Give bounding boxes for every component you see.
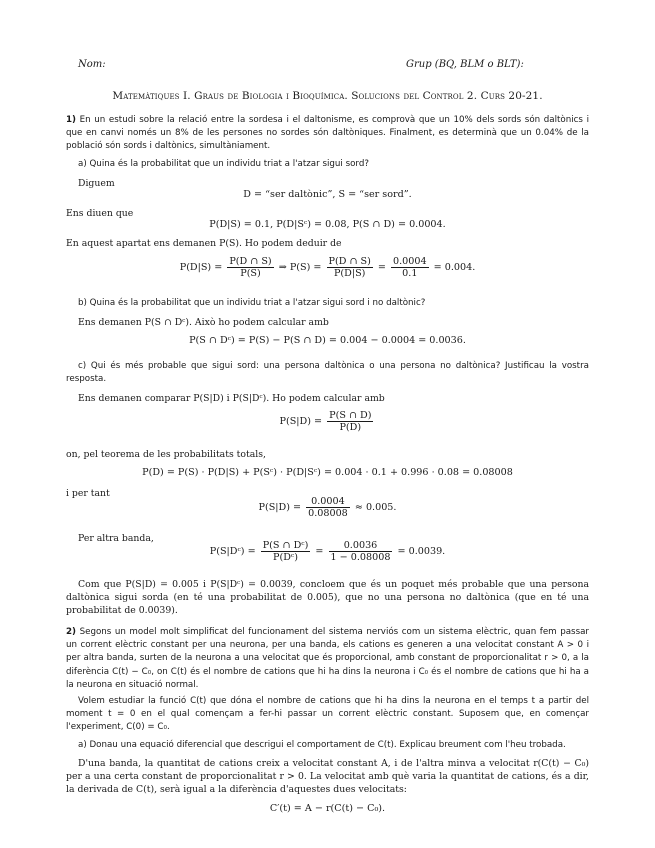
problem2-text: Segons un model molt simplificat del funcionament del sistema nerviós com un sistema elèctric, quan fem passar un corrent elèctric constant per una neurona, per una banda, els cations es generen a una velocitat constant A > 0 i per altra banda, surten de la neurona a una velocitat que és proporcional, amb constant de proporcionalitat r > 0, a la diferència C(t) − C₀, on C(t) és el nombre de cations que hi ha dins la neurona i C₀ és el nombre de cations que hi ha a la neurona en situació normal. — [66, 627, 589, 690]
eq-equals: = — [315, 546, 324, 557]
problem1-per-tant: i per tant — [66, 488, 110, 499]
problem1-part-c-question: c) Qui és més probable que sigui sord: una persona daltònica o una persona no daltònica? Justificau la vostra resposta. — [66, 361, 589, 385]
problem1-part-c-eq1 — [0, 410, 655, 433]
fraction — [327, 410, 373, 433]
eq-rhs: ≈ 0.005. — [354, 502, 397, 513]
problem2-statement2: Volem estudiar la funció C(t) que dóna el nombre de cations que hi ha dins la neurona en el temps t a partir del moment t = 0 en el qual començam a fer-hi passar un corrent elèctric constant. Suposem que, en començar l'experiment, C(0) = C₀. — [66, 696, 589, 733]
problem1-ens-diuen: Ens diuen que — [66, 208, 134, 219]
eq-lhs: P(S|D) = — [279, 416, 323, 427]
problem1-part-a-question: a) Quina és la probabilitat que un individu triat a l'atzar sigui sord? — [78, 159, 369, 169]
fraction — [329, 540, 393, 563]
numerator: 0.0036 — [329, 540, 393, 552]
problem1-part-a-ask: En aquest apartat ens demanen P(S). Ho podem deduir de — [66, 238, 342, 249]
denominator: 0.1 — [402, 268, 418, 279]
numerator: 0.0004 — [306, 496, 350, 508]
problem2-statement — [66, 626, 589, 692]
problem1-part-c-eq2: P(D) = P(S) · P(D|S) + P(Sᶜ) · P(D|Sᶜ) = 0.004 · 0.1 + 0.996 · 0.08 = 0.08008 — [142, 467, 513, 478]
eq-mid: ⇒ P(S) = — [278, 262, 322, 273]
eq-equals: = — [377, 262, 386, 273]
problem1-part-a-diguem: Diguem — [78, 178, 115, 189]
problem1-part-b-ask: Ens demanen P(S ∩ Dᶜ). Això ho podem calcular amb — [78, 317, 329, 328]
problem1-part-b-equation: P(S ∩ Dᶜ) = P(S) − P(S ∩ D) = 0.004 − 0.0004 = 0.0036. — [189, 335, 466, 346]
problem2-part-a-question: a) Donau una equació diferencial que descrigui el comportament de C(t). Explicau breument com l'heu trobada. — [78, 740, 566, 750]
fraction — [227, 256, 273, 279]
denominator: P(D|S) — [333, 268, 366, 279]
problem1-text: En un estudi sobre la relació entre la sordesa i el daltonisme, es comprovà que un 10% dels sords són daltònics i que en canvi només un 8% de les persones no sordes són daltòniques. Finalment, es determinà que un 0.04% de la població són sords i daltònics, simultàniament. — [66, 115, 589, 152]
denominator: P(Dᶜ) — [273, 552, 298, 563]
denominator: P(D) — [339, 422, 362, 433]
problem1-part-a-equation — [0, 256, 655, 279]
eq-lhs: P(S|Dᶜ) = — [209, 546, 256, 557]
eq-result: = 0.004. — [433, 262, 476, 273]
numerator: P(D ∩ S) — [229, 256, 272, 267]
numerator: 0.0004 — [393, 256, 427, 267]
name-field-label: Nom: — [78, 59, 106, 70]
problem1-conclusion: Com que P(S|D) = 0.005 i P(S|Dᶜ) = 0.0039, concloem que és un poquet més probable que una persona daltònica sigui sorda (en té una probabilitat de 0.005), que no una persona no daltònica (que en té una probabilitat de 0.0039). — [66, 579, 589, 616]
eq-rhs: = 0.0039. — [397, 546, 446, 557]
problem1-part-b-question: b) Quina és la probabilitat que un individu triat a l'atzar sigui sord i no daltònic? — [78, 298, 426, 308]
problem2-differential-equation: C′(t) = A − r(C(t) − C₀). — [269, 803, 386, 814]
problem1-definitions: D = “ser daltònic”, S = “ser sord”. — [243, 189, 412, 200]
problem1-number: 1) — [66, 115, 77, 125]
fraction — [327, 256, 373, 279]
problem1-theorem-text: on, pel teorema de les probabilitats totals, — [66, 449, 266, 460]
denominator: 0.08008 — [308, 508, 348, 519]
problem2-number: 2) — [66, 627, 77, 637]
fraction — [391, 256, 429, 279]
eq-lhs: P(S|D) = — [258, 502, 302, 513]
group-field-label: Grup (BQ, BLM o BLT): — [406, 59, 524, 70]
document-title: Matemàtiques I. Graus de Biologia i Bioquímica. Solucions del Control 2. Curs 20-21. — [112, 90, 543, 102]
problem2-part-a-answer: D'una banda, la quantitat de cations creix a velocitat constant A, i de l'altra minva a velocitat r(C(t) − C₀) per a una certa constant de proporcionalitat r > 0. La velocitat amb què varia la quantitat de cations, és a dir, la derivada de C(t), serà igual a la diferència d'aquestes dues velocitats: — [66, 758, 589, 795]
eq-lhs: P(D|S) = — [179, 262, 223, 273]
denominator: 1 − 0.08008 — [330, 552, 391, 563]
problem1-per-altra-banda: Per altra banda, — [78, 533, 154, 544]
problem1-part-c-eq3 — [0, 496, 655, 519]
numerator: P(S ∩ Dᶜ) — [262, 540, 309, 551]
problem1-given-values: P(D|S) = 0.1, P(D|Sᶜ) = 0.08, P(S ∩ D) = 0.0004. — [209, 219, 446, 230]
numerator: P(D ∩ S) — [328, 256, 371, 267]
numerator: P(S ∩ D) — [329, 410, 372, 421]
fraction — [306, 496, 350, 519]
problem1-part-c-ask: Ens demanen comparar P(S|D) i P(S|Dᶜ). Ho podem calcular amb — [78, 393, 385, 404]
fraction — [261, 540, 311, 563]
denominator: P(S) — [240, 268, 261, 279]
problem1-statement — [66, 114, 589, 154]
problem1-part-c-eq4 — [0, 540, 655, 563]
